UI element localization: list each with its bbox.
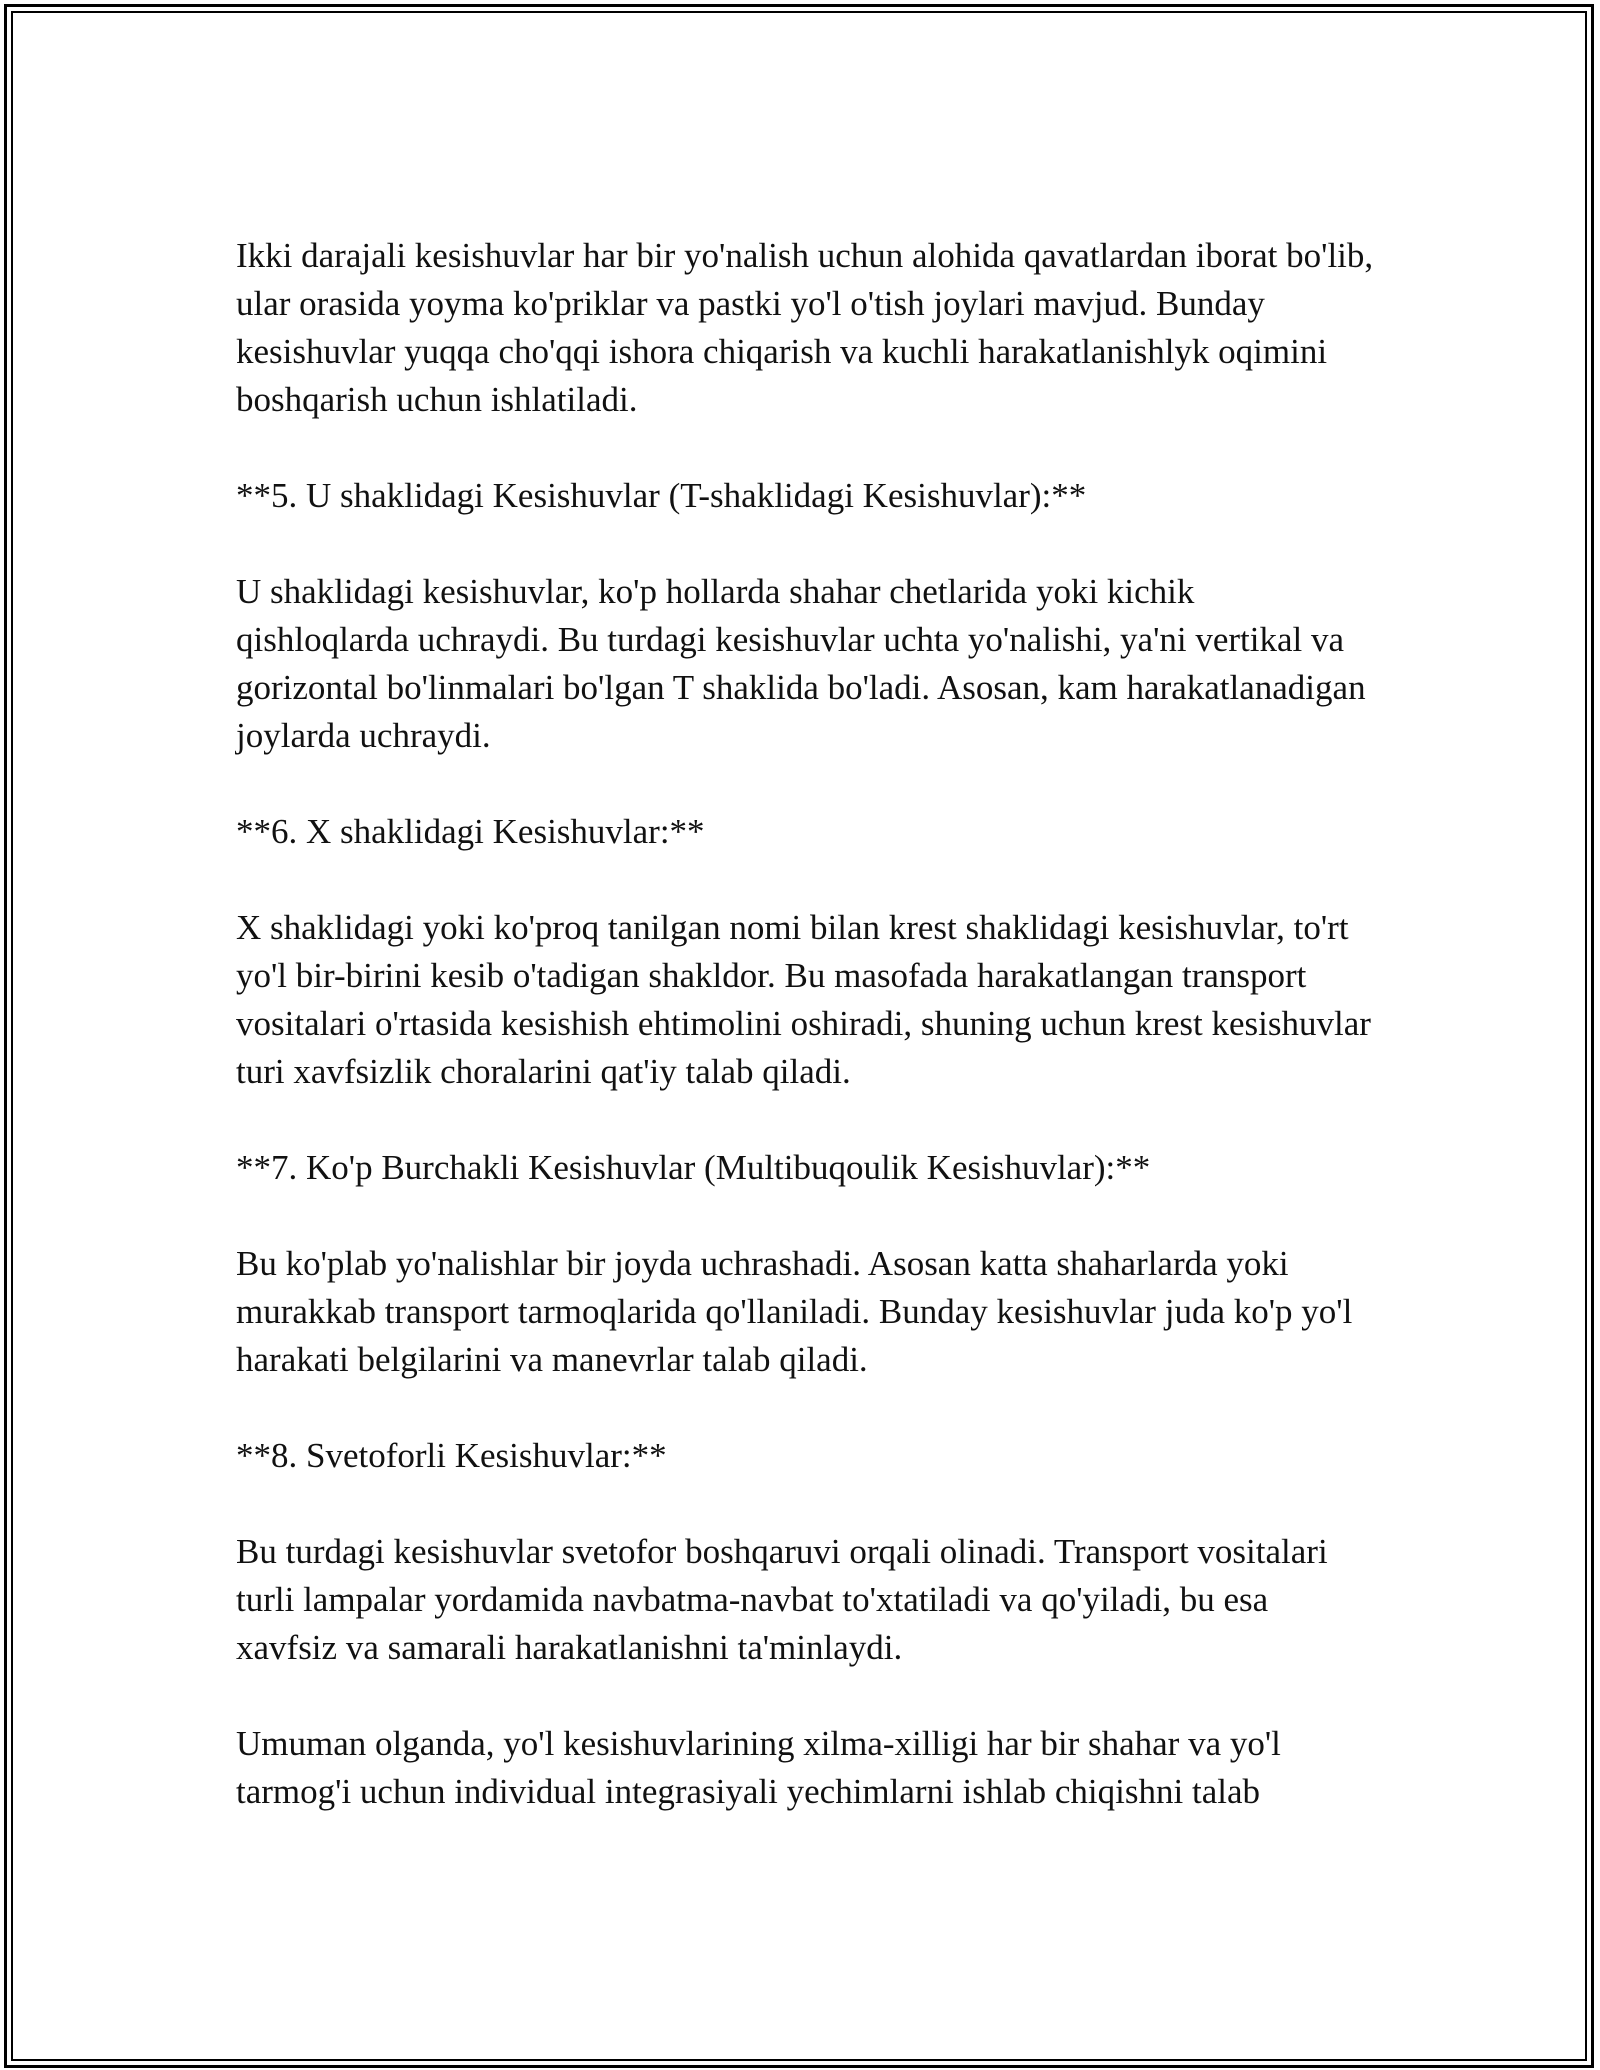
heading-x-shaped-intersections: **6. X shaklidagi Kesishuvlar:** — [236, 812, 705, 851]
heading-u-shaped-intersections: **5. U shaklidagi Kesishuvlar (T-shaklidagi Kesishuvlar):** — [236, 476, 1087, 515]
paragraph-x-shaped-intersections: X shaklidagi yoki ko'proq tanilgan nomi bilan krest shaklidagi kesishuvlar, to'rt yo'l bir-birini kesib o'tadigan shakldor. Bu masofada harakatlangan transport vositalari o'rtasida kesishish ehtimolini oshiradi, shuning uchun krest kesishuvlar turi xavfsizlik choralarini qat'iy talab qiladi. — [236, 908, 1371, 1091]
paragraph-multi-angle-intersections: Bu ko'plab yo'nalishlar bir joyda uchrashadi. Asosan katta shaharlarda yoki murakkab transport tarmoqlarida qo'llaniladi. Bunday kesishuvlar juda ko'p yo'l harakati belgilarini va manevrlar talab qiladi. — [236, 1244, 1353, 1379]
paragraph-u-shaped-intersections: U shaklidagi kesishuvlar, ko'p hollarda shahar chetlarida yoki kichik qishloqlarda uchraydi. Bu turdagi kesishuvlar uchta yo'nalishi, ya'ni vertikal va gorizontal bo'linmalari bo'lgan T shaklida bo'ladi. Asosan, kam harakatlanadigan joylarda uchraydi. — [236, 572, 1366, 755]
heading-multi-angle-intersections: **7. Ko'p Burchakli Kesishuvlar (Multibuqoulik Kesishuvlar):** — [236, 1148, 1151, 1187]
paragraph-two-level-intersections: Ikki darajali kesishuvlar har bir yo'nalish uchun alohida qavatlardan iborat bo'lib, ular orasida yoyma ko'priklar va pastki yo'l o'tish joylari mavjud. Bunday kesishuvlar yuqqa cho'qqi ishora chiqarish va kuchli harakatlanishlyk oqimini boshqarish uchun ishlatiladi. — [236, 236, 1374, 419]
paragraph-signalized-intersections: Bu turdagi kesishuvlar svetofor boshqaruvi orqali olinadi. Transport vositalari turli lampalar yordamida navbatma-navbat to'xtatiladi va qo'yiladi, bu esa xavfsiz va samarali harakatlanishni ta'minlaydi. — [236, 1532, 1328, 1667]
heading-signalized-intersections: **8. Svetoforli Kesishuvlar:** — [236, 1436, 667, 1475]
paragraph-conclusion: Umuman olganda, yo'l kesishuvlarining xilma-xilligi har bir shahar va yo'l tarmog'i uchun individual integrasiyali yechimlarni ishlab chiqishni talab — [236, 1724, 1281, 1811]
document-body — [236, 232, 1376, 1816]
